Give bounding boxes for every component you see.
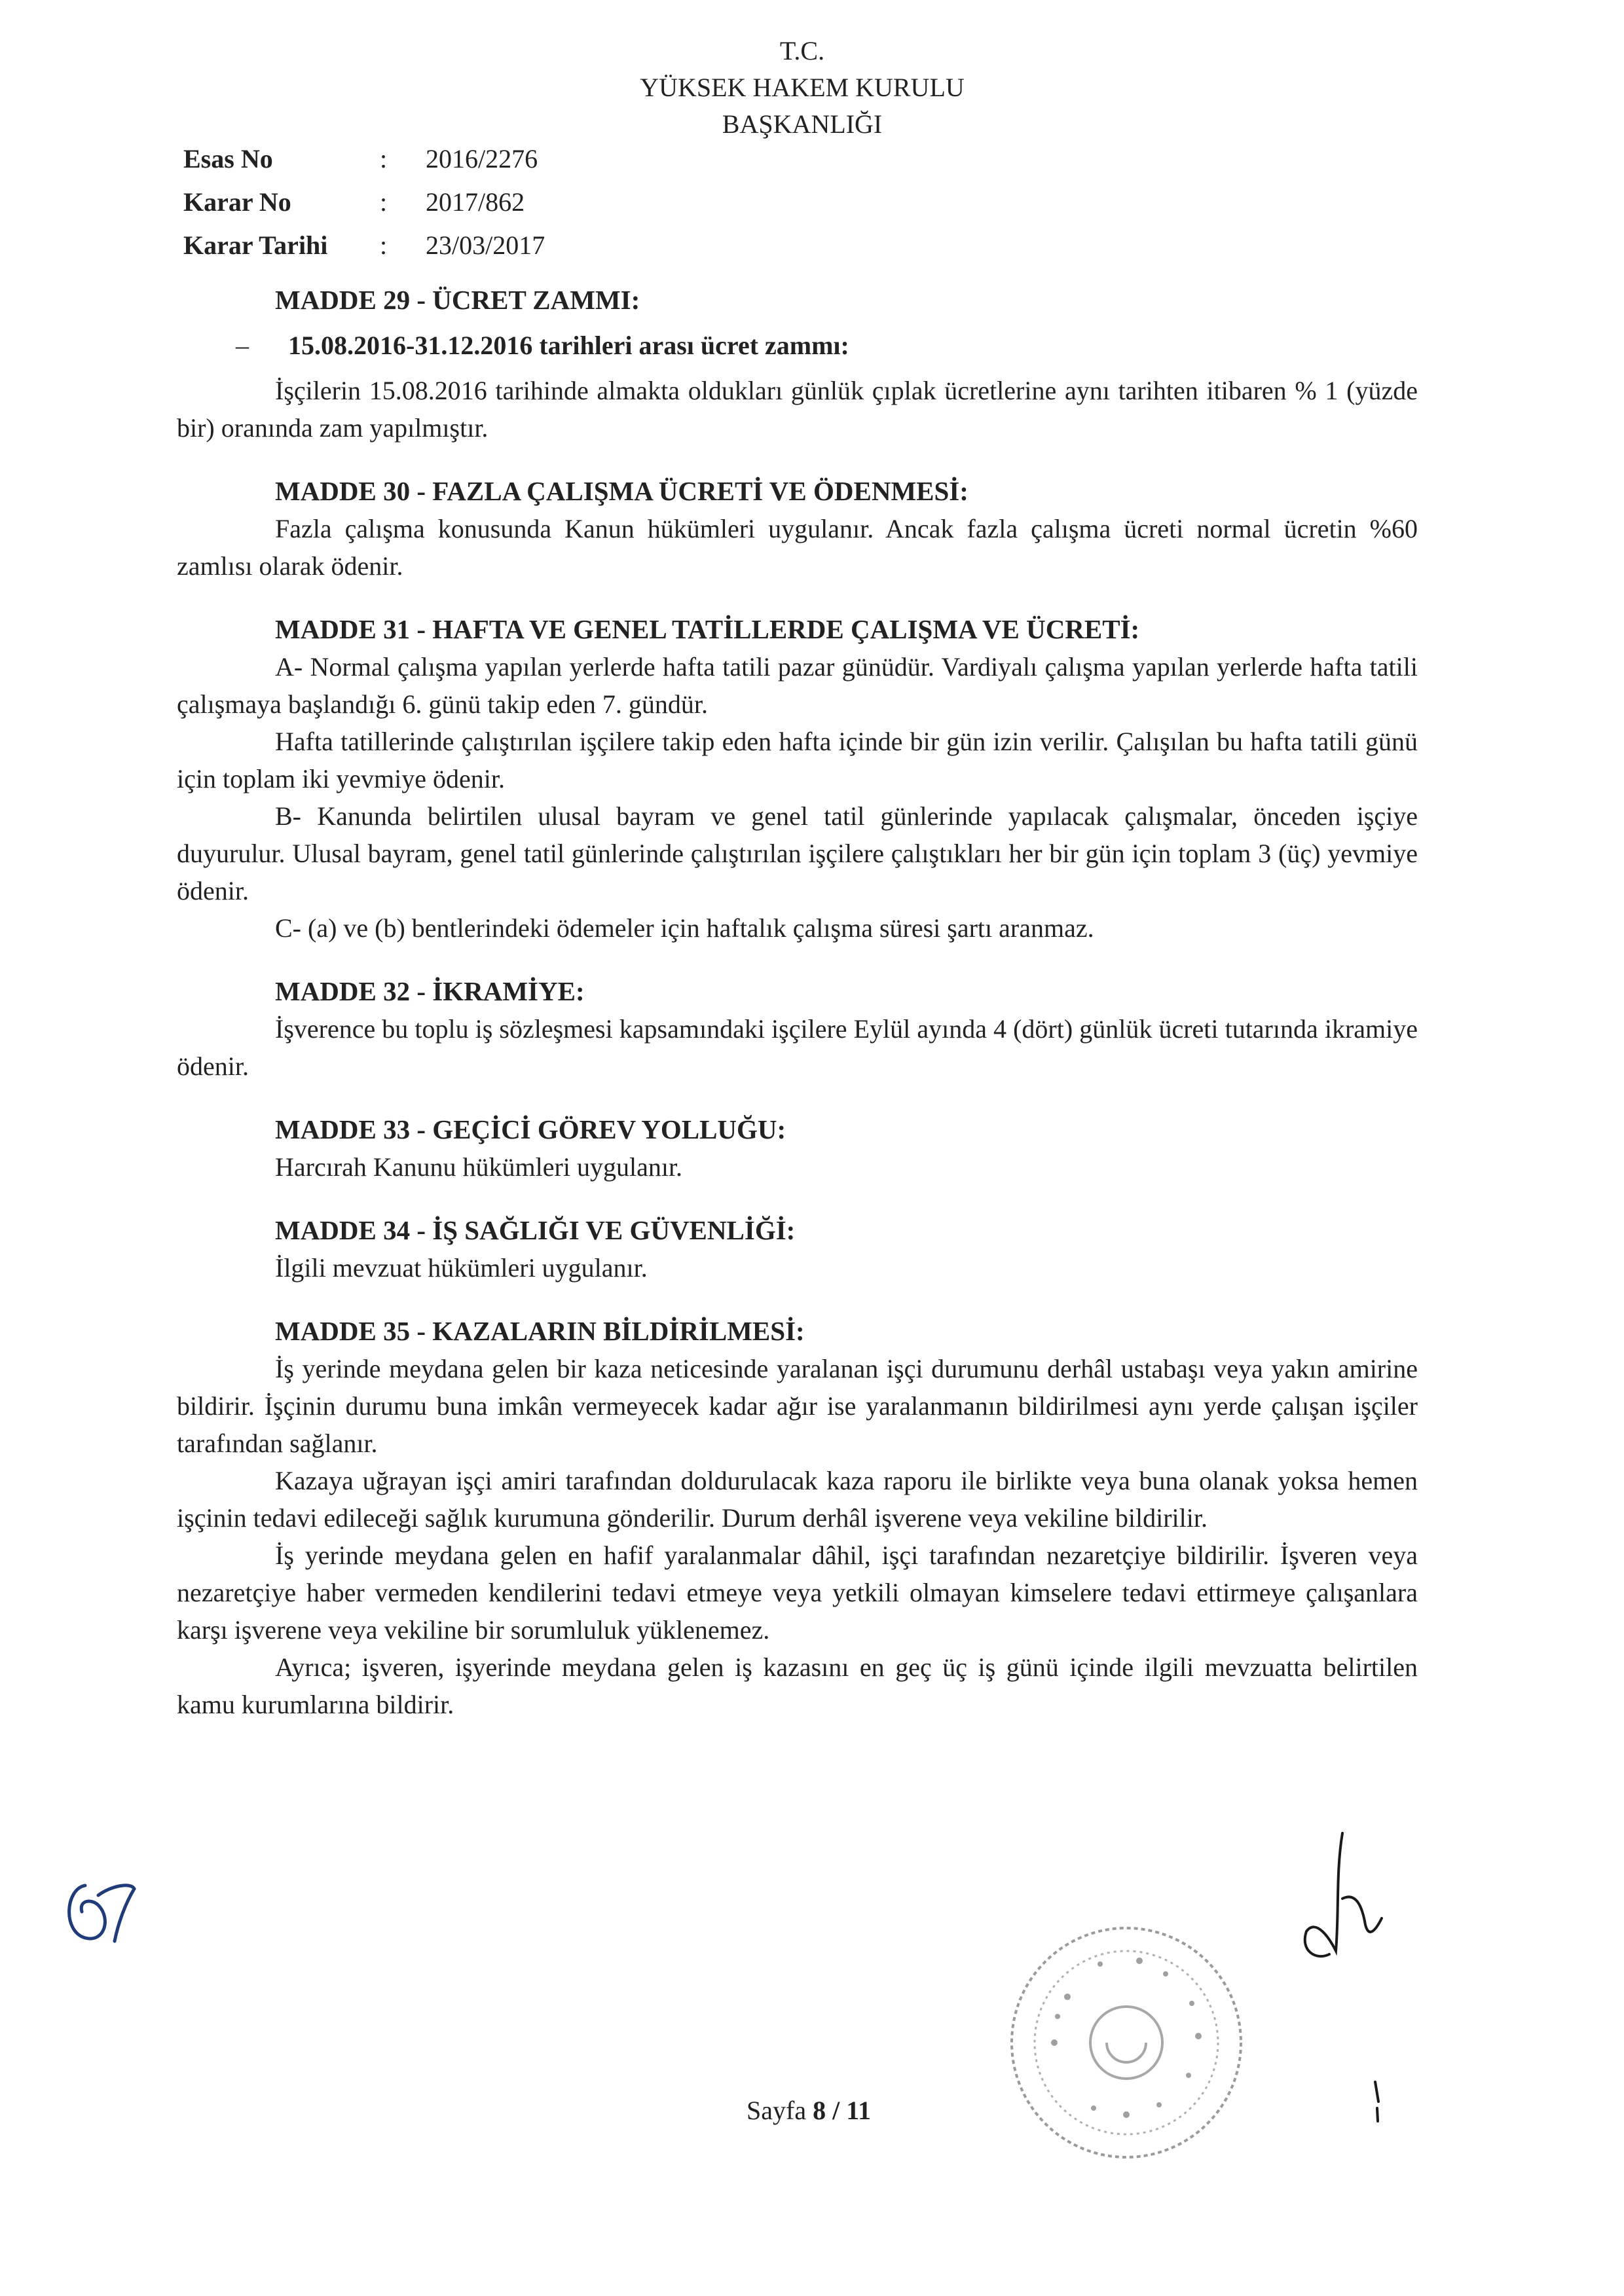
issuer-header — [589, 33, 1015, 143]
footer-prefix: Sayfa — [747, 2096, 813, 2125]
article-34-paragraph: İlgili mevzuat hükümleri uygulanır. — [275, 1253, 648, 1283]
page-footer — [747, 2095, 871, 2126]
case-meta — [183, 137, 545, 267]
subheading-text: 15.08.2016-31.12.2016 tarihleri arası ücret zammı: — [288, 331, 849, 360]
article-32-heading: MADDE 32 - İKRAMİYE: — [275, 976, 585, 1006]
dash-bullet: – — [236, 331, 249, 360]
meta-row-tarih — [183, 224, 545, 267]
handwritten-initial-icon — [59, 1859, 144, 1951]
article-30-paragraph: Fazla çalışma konusunda Kanun hükümleri uygulanır. Ancak fazla çalışma ücreti normal ücretin %60 zamlısı olarak ödenir. — [177, 514, 1418, 581]
meta-value: 2016/2276 — [426, 144, 538, 173]
meta-label: Karar Tarihi — [183, 230, 328, 260]
article-31-paragraph-c: C- (a) ve (b) bentlerindeki ödemeler için haftalık çalışma süresi şartı aranmaz. — [275, 913, 1094, 943]
article-31-heading: MADDE 31 - HAFTA VE GENEL TATİLLERDE ÇALIŞMA VE ÜCRETİ: — [275, 614, 1140, 644]
article-34-heading: MADDE 34 - İŞ SAĞLIĞI VE GÜVENLİĞİ: — [275, 1215, 796, 1245]
meta-row-karar — [183, 181, 545, 224]
article-35-paragraph-4: Ayrıca; işveren, işyerinde meydana gelen iş kazasını en geç üç iş günü içinde ilgili mevzuatta belirtilen kamu kurumlarına bildirir. — [177, 1652, 1418, 1719]
article-33-heading: MADDE 33 - GEÇİCİ GÖREV YOLLUĞU: — [275, 1114, 786, 1144]
header-department: BAŞKANLIĞI — [722, 109, 883, 139]
signature-icon — [1244, 1820, 1414, 2134]
article-35-heading: MADDE 35 - KAZALARIN BİLDİRİLMESİ: — [275, 1316, 805, 1346]
meta-value: 2017/862 — [426, 187, 525, 217]
article-31-paragraph-a: A- Normal çalışma yapılan yerlerde hafta tatili pazar günüdür. Vardiyalı çalışma yapılan yerlerde hafta tatili çalışmaya başlandığı 6. günü takip eden 7. gündür. — [177, 652, 1418, 719]
article-33-paragraph: Harcırah Kanunu hükümleri uygulanır. — [275, 1152, 683, 1182]
seal-stamp-icon — [995, 1912, 1257, 2174]
article-29-subheading — [177, 327, 1418, 364]
meta-colon: : — [380, 187, 388, 217]
article-31-paragraph-a2: Hafta tatillerinde çalıştırılan işçilere takip eden hafta içinde bir gün izin verilir. Çalışılan bu hafta tatili günü için toplam iki yevmiye ödenir. — [177, 727, 1418, 793]
article-31-paragraph-b: B- Kanunda belirtilen ulusal bayram ve genel tatil günlerinde yapılacak çalışmalar, önceden işçiye duyurulur. Ulusal bayram, genel tatil günlerinde çalıştırılan işçilere çalıştıkları her bir gün için toplam 3 (üç) yevmiye ödenir. — [177, 801, 1418, 905]
article-29-heading: MADDE 29 - ÜCRET ZAMMI: — [275, 285, 640, 315]
meta-colon: : — [380, 230, 388, 260]
article-35-paragraph-3: İş yerinde meydana gelen en hafif yaralanmalar dâhil, işçi tarafından nezaretçiye bildirilir. İşveren veya nezaretçiye haber vermeden kendilerini tedavi etmeye veya yetkili olmayan kimselere tedavi ettirmeye çalışanlara karşı işverene veya vekiline bir sorumluluk yüklenemez. — [177, 1540, 1418, 1645]
article-32-paragraph: İşverence bu toplu iş sözleşmesi kapsamındaki işçilere Eylül ayında 4 (dört) günlük ücreti tutarında ikramiye ödenir. — [177, 1014, 1418, 1081]
meta-value: 23/03/2017 — [426, 230, 545, 260]
article-35-paragraph-2: Kazaya uğrayan işçi amiri tarafından doldurulacak kaza raporu ile birlikte veya buna olanak yoksa hemen işçinin tedavi edileceği sağlık kurumuna gönderilir. Durum derhâl işverene veya vekiline bildirilir. — [177, 1466, 1418, 1533]
article-29-paragraph: İşçilerin 15.08.2016 tarihinde almakta oldukları günlük çıplak ücretlerine aynı tarihten itibaren % 1 (yüzde bir) oranında zam yapılmıştır. — [177, 376, 1418, 443]
meta-label: Karar No — [183, 187, 291, 217]
meta-row-esas — [183, 137, 545, 181]
article-30-heading: MADDE 30 - FAZLA ÇALIŞMA ÜCRETİ VE ÖDENMESİ: — [275, 476, 969, 506]
meta-colon: : — [380, 144, 388, 173]
meta-label: Esas No — [183, 144, 273, 173]
document-body — [177, 282, 1418, 1723]
page-number: 8 / 11 — [813, 2096, 871, 2125]
header-tc: T.C. — [779, 36, 825, 65]
header-institution: YÜKSEK HAKEM KURULU — [640, 73, 965, 102]
article-35-paragraph-1: İş yerinde meydana gelen bir kaza neticesinde yaralanan işçi durumunu derhâl ustabaşı veya yakın amirine bildirir. İşçinin durumu buna imkân vermeyecek kadar ağır ise yaralanmanın bildirilmesi aynı yerde çalışan işçiler tarafından sağlanır. — [177, 1354, 1418, 1458]
